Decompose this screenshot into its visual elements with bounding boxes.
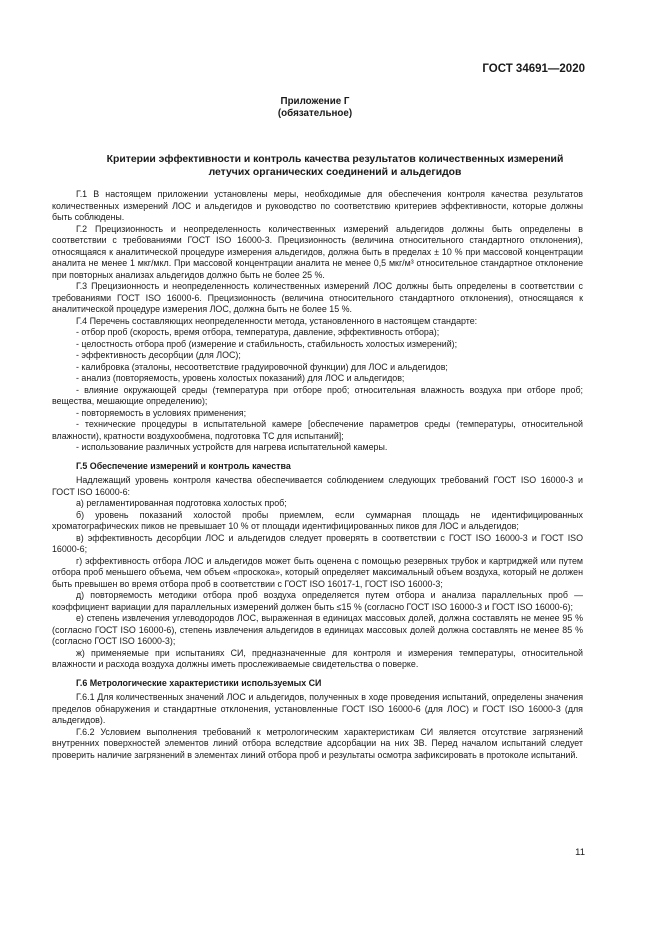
list-item: в) эффективность десорбции ЛОС и альдегидов следует проверять в соответствии с ГОСТ ISO 16000-3 и ГОСТ ISO 16000-6; <box>52 532 583 554</box>
list-item: - целостность отбора проб (измерение и стабильность, стабильность холостых измерений); <box>76 338 458 349</box>
list-item: - отбор проб (скорость, время отбора, температура, давление, эффективность отбора); <box>76 327 440 337</box>
section-title-line-1: Критерии эффективности и контроль качества результатов количественных измерений <box>106 154 564 165</box>
list-item: - анализ (повторяемость, уровень холостых показаний) для ЛОС и альдегидов; <box>76 373 405 383</box>
list-item: - калибровка (эталоны, несоответствие градуировочной функции) для ЛОС и альдегидов; <box>76 361 448 372</box>
section-title-line-2: летучих органических соединений и альдегидов <box>208 167 462 178</box>
paragraph-g6-2: Г.6.2 Условием выполнения требований к метрологическим характеристикам СИ является отсутствие загрязнений внутренних поверхностей элементов линий отбора вследствие адсорбации на них ЗВ. Перед началом испытаний следует проверить наличие загрязнений в элементах линий отбора проб и результаты осмотра зафиксировать в протоколе испытаний. <box>52 726 583 760</box>
heading-g5: Г.5 Обеспечение измерений и контроль качества <box>76 460 291 471</box>
heading-g6: Г.6 Метрологические характеристики используемых СИ <box>76 677 322 688</box>
appendix-title: Приложение Г <box>280 96 350 107</box>
list-item: ж) применяемые при испытаниях СИ, предназначенные для контроля и измерения температуры, относительной влажности и расхода воздуха должны иметь прослеживаемые свидетельства о поверке. <box>52 647 583 669</box>
list-item: - повторяемость в условиях применения; <box>76 407 247 418</box>
paragraph-g4: Г.4 Перечень составляющих неопределенности метода, установленного в настоящем стандарте: <box>76 315 478 326</box>
list-item: а) регламентированная подготовка холостых проб; <box>76 498 287 508</box>
page-number: 11 <box>575 847 585 858</box>
list-item: - технические процедуры в испытательной камере [обеспечение параметров среды (температуры, относительной влажности), кратности воздухообмена, подготовка ТС для испытаний]; <box>52 419 583 441</box>
paragraph-g1: Г.1 В настоящем приложении установлены меры, необходимые для обеспечения контроля качества результатов количественных измерений ЛОС и альдегидов и руководство по соответствию критериев эффективности, которые должны быть соблюдены. <box>52 189 583 222</box>
list-item: - эффективность десорбции (для ЛОС); <box>76 350 241 360</box>
paragraph-g2: Г.2 Прецизионность и неопределенность количественных измерений альдегидов должны быть определены в соответствии с требованиями ГОСТ ISO 16000-3. Прецизионность (величина относительного стандартного отклонения), относящаяся к аналитической процедуре измерения альдегидов, должна быть в пределах ± 10 % при массовой концентрации аналита не менее 1 мкг/мкл. При массовой концентрации аналита не менее 0,5 мкг/м³ относительное стандартное отклонение при повторных анализах альдегидов должно быть не более 25 %. <box>52 223 583 280</box>
paragraph-g3: Г.3 Прецизионность и неопределенность количественных измерений ЛОС должны быть определены в соответствии с требованиями ГОСТ ISO 16000-6. Прецизионность (величина относительного стандартного отклонения), относящаяся к аналитической процедуре измерения ЛОС, должна быть не более 15 %. <box>52 281 583 314</box>
list-item: д) повторяемость методики отбора проб воздуха определяется путем отбора и анализа параллельных проб — коэффициент вариации для параллельных измерений должен быть ≤15 % (согласно ГОСТ ISO 16000-3 и ГОСТ ISO 16000-6); <box>52 590 583 612</box>
paragraph-g6-1: Г.6.1 Для количественных значений ЛОС и альдегидов, полученных в ходе проведения испытаний, определены значения пределов обнаружения и стандартные отклонения, установленные ГОСТ ISO 16000-6 (для ЛОС) и ГОСТ ISO 16000-3 (для альдегидов). <box>52 692 583 725</box>
appendix-heading <box>0 96 630 120</box>
appendix-note: (обязательное) <box>277 108 353 119</box>
paragraph-g5-intro: Надлежащий уровень контроля качества обеспечивается соблюдением следующих требований ГОСТ ISO 16000-3 и ГОСТ ISO 16000-6: <box>52 475 583 497</box>
body-text <box>52 189 583 761</box>
list-item: б) уровень показаний холостой пробы приемлем, если суммарная площадь не идентифицированных хроматографических пиков не превышает 10 % от площади идентифицированных пиков для ЛОС и альдегидов; <box>52 509 583 531</box>
list-item: е) степень извлечения углеводородов ЛОС, выраженная в единицах массовых долей, должна составлять не менее 95 % (согласно ГОСТ ISO 16000-6), степень извлечения альдегидов в единицах массовых долей должна составлять не менее 85 % (согласно ГОСТ ISO 16000-3); <box>52 613 583 646</box>
list-item: - влияние окружающей среды (температура при отборе проб; относительная влажность воздуха при отборе проб; вещества, мешающие определению); <box>52 384 583 406</box>
list-item: г) эффективность отбора ЛОС и альдегидов может быть оценена с помощью резервных трубок и картриджей или путем отбора проб меньшего объема, чем объем «проскока», который определяет максимальный объем воздуха, который не должен быть превышен во время отбора проб в соответствии с ГОСТ ISO 16017-1, ГОСТ ISO 16000-3; <box>52 555 583 589</box>
standard-code: ГОСТ 34691—2020 <box>482 63 585 75</box>
section-title <box>40 153 630 179</box>
list-item: - использование различных устройств для нагрева испытательной камеры. <box>76 442 388 452</box>
